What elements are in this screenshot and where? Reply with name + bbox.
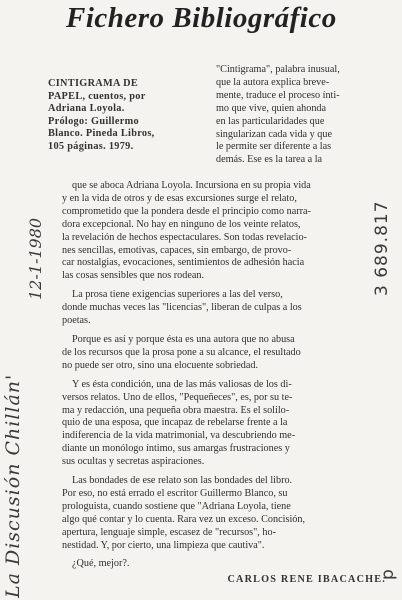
paragraph: [62, 475, 387, 552]
paragraph-line: car nostalgias, evocaciones, sentimientos de adhesión hacia: [62, 257, 305, 269]
paragraph-line: versos relatos. Uno de ellos, "Pequeñeces", es, por su te-: [62, 391, 293, 403]
paragraph-line: diante un monólogo íntimo, sus amargas frustraciones y: [62, 443, 290, 455]
reference-line: Adriana Loyola.: [48, 103, 125, 115]
paragraph: [62, 289, 387, 328]
paragraph-line: de los recursos que la prosa pone a su alcance, el resultado: [62, 346, 301, 358]
paragraph-line: ¿Qué, mejor?.: [72, 558, 130, 570]
paragraph-line: indiferencia de la vida matrimonial, va descubriendo me-: [62, 430, 296, 442]
paragraph-line: Las bondades de ese relato son las bondades del libro.: [72, 475, 293, 487]
intro-line: singularizan cada vida y que: [216, 128, 332, 140]
reference-line: Blanco. Pineda Libros,: [48, 128, 155, 140]
intro-line: "Cintigrama", palabra inusual,: [216, 64, 340, 75]
paragraph-line: Por eso, no está errado el escritor Guillermo Blanco, su: [62, 487, 288, 499]
paragraph-line: quio de una esposa, que incapaz de rebelarse frente a la: [62, 417, 288, 429]
paragraph-line: las cosas sensibles que nos rodean.: [62, 270, 205, 282]
paragraph-line: y en la vida de otros y de esas excursiones surge el relato,: [62, 192, 297, 204]
reference-line: Prólogo: Guillermo: [48, 115, 139, 127]
paragraph-line: poetas.: [62, 315, 91, 327]
paragraph: [62, 379, 387, 469]
column-title: Fichero Bibliográfico: [66, 2, 337, 34]
paragraph-line: La prosa tiene exigencias superiores a las del verso,: [72, 289, 283, 301]
book-reference: [48, 78, 208, 154]
paragraph-line: donde muchas veces las "licencias", liberan de culpas a los: [62, 302, 302, 314]
intro-line: en las particularidades que: [216, 115, 325, 127]
paragraph-line: apertura, lenguaje simple, escasez de "recursos", ho-: [62, 526, 276, 538]
paragraph-line: comprometido que la pondera desde el principio como narra-: [62, 205, 311, 217]
article-body: [62, 180, 387, 571]
paragraph-line: nes sencillas, emotivas, capaces, sin embargo, de provo-: [62, 244, 292, 256]
handwritten-catalog-number: 3 689.817: [372, 200, 392, 296]
paragraph-line: Porque es así y porque ésta es una autora que no abusa: [72, 333, 295, 345]
author-signature: CARLOS RENE IBACACHE.: [227, 574, 386, 585]
intro-line: mo que vive, quien ahonda: [216, 102, 327, 114]
paragraph-line: nestidad. Y, por cierto, una limpieza que cautiva".: [62, 539, 265, 551]
paragraph: [62, 180, 387, 283]
paragraph-line: Y es ésta condición, una de las más valiosas de los di-: [72, 378, 292, 390]
paragraph: [62, 558, 387, 571]
paragraph: [62, 334, 387, 373]
reference-line: CINTIGRAMA DE: [48, 78, 139, 89]
paragraph-line: algo qué contar y lo cuenta. Rara vez un exceso. Concisión,: [62, 513, 306, 525]
intro-column: [216, 64, 386, 167]
paragraph-line: ma y redacción, una pequeña obra maestra. Es el solilo-: [62, 404, 290, 416]
handwritten-date-note: 12-1-1980: [26, 217, 45, 300]
handwritten-source-note: La Discusión Chillán': [2, 373, 24, 598]
paragraph-line: dora excepcional. No hay en ninguno de los veinte relatos,: [62, 218, 301, 230]
paragraph-line: que se aboca Adriana Loyola. Incursiona en su propia vida: [72, 180, 311, 191]
paragraph-line: sus ocultas y secretas aspiraciones.: [62, 456, 205, 468]
intro-line: demás. Ese es la tarea a la: [216, 154, 323, 166]
handwritten-page-mark: p: [378, 569, 398, 580]
reference-line: 105 páginas. 1979.: [48, 140, 134, 152]
paragraph-line: prologuista, cuando sostiene que "Adriana Loyola, tiene: [62, 500, 291, 512]
intro-line: mente, traduce el proceso ínti-: [216, 89, 340, 101]
intro-line: que la autora explica breve-: [216, 76, 330, 88]
paragraph-line: no puede ser otro, sino una elocuente sobriedad.: [62, 359, 259, 371]
reference-line: PAPEL, cuentos, por: [48, 90, 146, 102]
intro-line: le permite ser diferente a las: [216, 141, 332, 153]
paragraph-line: la revelación de hechos espectaculares. Son todas revelacio-: [62, 231, 307, 243]
